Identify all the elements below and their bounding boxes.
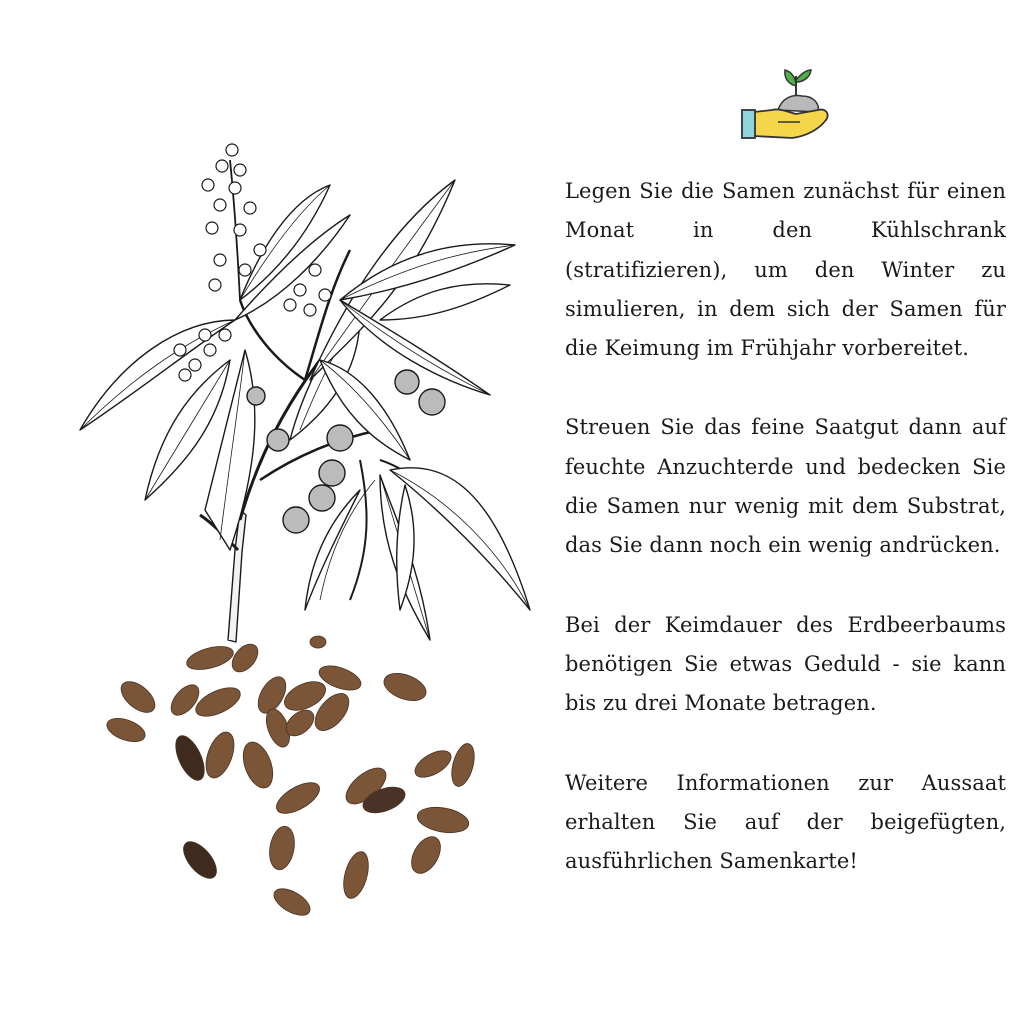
paragraph-germination-time: Bei der Keimdauer des Erdbeerbaums benötigen Sie etwas Geduld - sie kann bis zu drei Monate betragen. [565, 612, 1006, 716]
hand-holding-seedling-icon [738, 62, 832, 146]
paragraph-more-info: Weitere Informationen zur Aussaat erhalten Sie auf der beigefügten, ausführlichen Samenkarte! [565, 770, 1006, 874]
paragraph-sowing: Streuen Sie das feine Saatgut dann auf feuchte Anzuchterde und bedecken Sie die Samen nur wenig mit dem Substrat, das Sie dann noch ein wenig andrücken. [565, 415, 1006, 558]
strawberry-tree-illustration [60, 130, 550, 930]
instructions-text [565, 172, 1006, 881]
paragraph-stratification: Legen Sie die Samen zunächst für einen Monat in den Kühlschrank (stratifizieren), um den Winter zu simulieren, in dem sich der Samen für die Keimung im Frühjahr vorbereitet. [565, 179, 1006, 361]
